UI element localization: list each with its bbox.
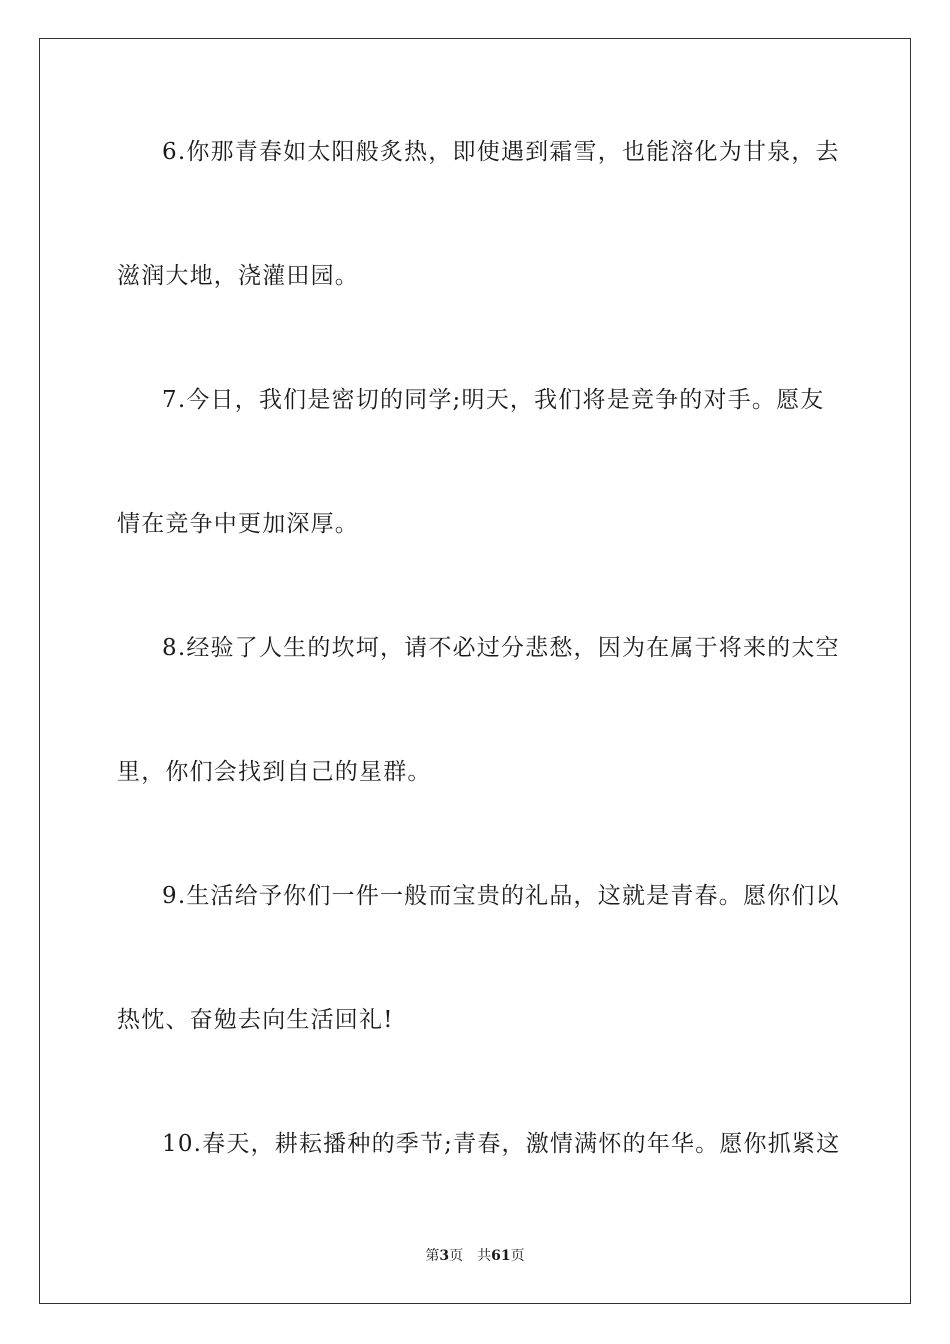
paragraph-9-line-2: 热忱、奋勉去向生活回礼! [117, 1007, 394, 1033]
footer-page-number: 3 [439, 1248, 450, 1264]
paragraph-7-line-1: 7.今日，我们是密切的同学;明天，我们将是竞争的对手。愿友 [162, 387, 825, 413]
footer-page-suffix: 页 [449, 1248, 464, 1264]
paragraph-10-line-1: 10.春天，耕耘播种的季节;青春，激情满怀的年华。愿你抓紧这 [162, 1131, 841, 1157]
footer-page-prefix: 第 [425, 1248, 440, 1264]
footer-total-suffix: 页 [510, 1248, 525, 1264]
footer-total-prefix: 共 [477, 1248, 492, 1264]
paragraph-6-line-1: 6.你那青春如太阳般炙热，即使遇到霜雪，也能溶化为甘泉，去 [162, 139, 840, 165]
footer-total-pages: 61 [491, 1248, 511, 1264]
paragraph-7-line-2: 情在竞争中更加深厚。 [117, 511, 359, 537]
paragraph-8-line-1: 8.经验了人生的坎坷，请不必过分悲愁，因为在属于将来的太空 [162, 635, 840, 661]
page-border [39, 38, 911, 1304]
paragraph-9-line-1: 9.生活给予你们一件一般而宝贵的礼品，这就是青春。愿你们以 [162, 883, 840, 909]
paragraph-8-line-2: 里，你们会找到自己的星群。 [117, 759, 432, 785]
page-footer [0, 1247, 950, 1265]
paragraph-6-line-2: 滋润大地，浇灌田园。 [117, 263, 359, 289]
